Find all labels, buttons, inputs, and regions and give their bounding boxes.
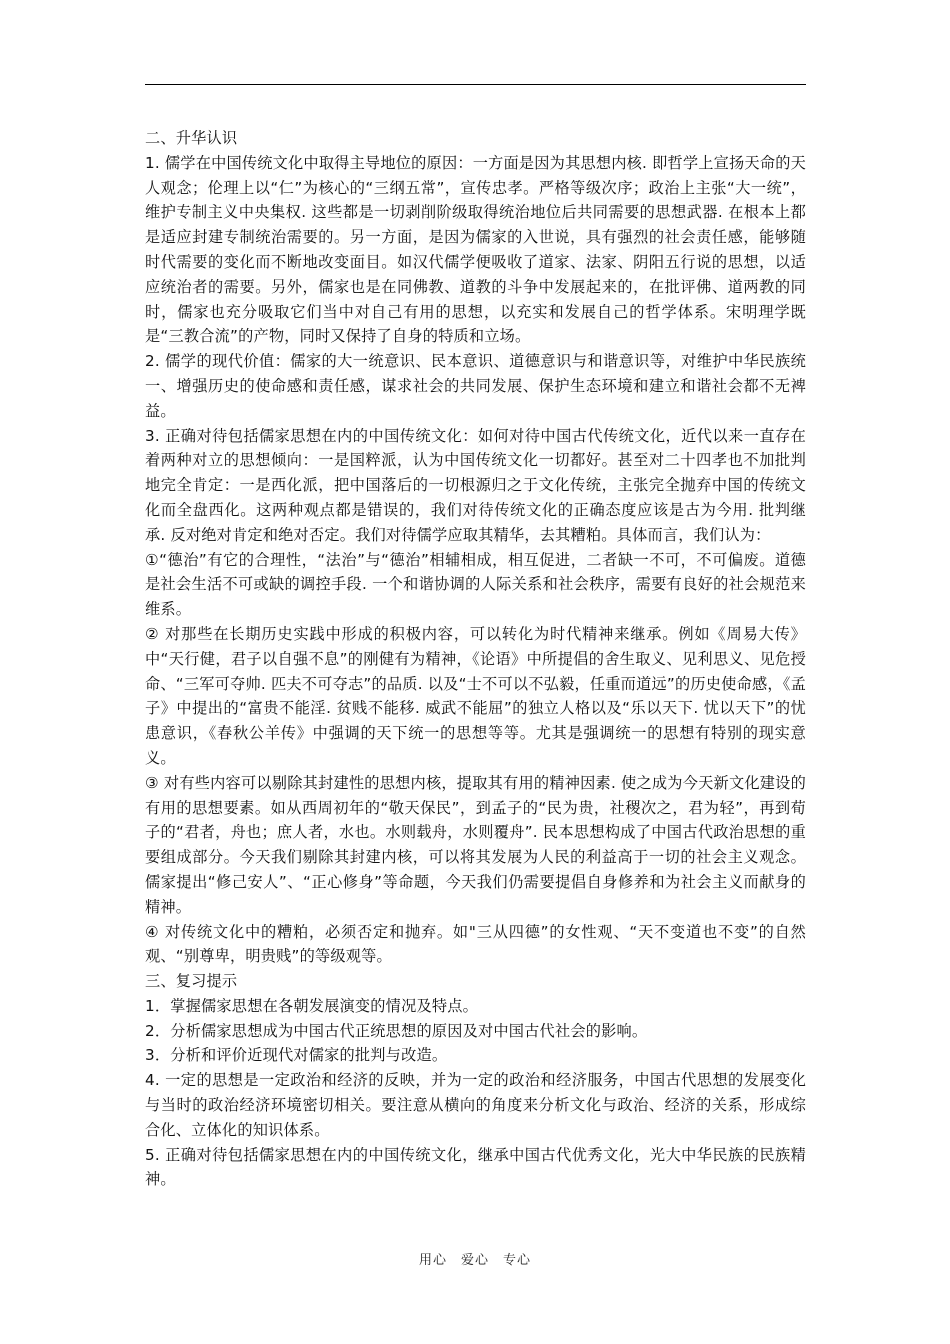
paragraph-confucian-dominance: 1. 儒学在中国传统文化中取得主导地位的原因：一方面是因为其思想内核. 即哲学上宣扬天命的天人观念；伦理上以“仁”为核心的“三纲五常”，宣传忠孝。严格等级次序；政治上主张“大一统”，维护专制主义中央集权. 这些都是一切剥削阶级取得统治地位后共同需要的思想武器. 在根本上都是适应封建专制统治需要的。另一方面，是因为儒家的入世说，具有强烈的社会责任感，能够随时代需要的变化而不断地改变面目。如汉代儒学便吸收了道家、法家、阴阳五行说的思想，以适应统治者的需要。另外，儒家也是在同佛教、道教的斗争中发展起来的，在批评佛、道两教的同时，儒家也充分吸取它们当中对自己有用的思想，以充实和发展自己的哲学体系。宋明理学既是“三教合流”的产物，同时又保持了自身的特质和立场。: [145, 153, 806, 346]
paragraph-point-3: ③ 对有些内容可以剔除其封建性的思想内核，提取其有用的精神因素. 使之成为今天新文化建设的有用的思想要素。如从西周初年的“敬天保民”，到孟子的“民为贵，社稷次之，君为轻”，再到荀子的“君者，舟也；庶人者，水也。水则载舟，水则覆舟”. 民本思想构成了中国古代政治思想的重要组成部分。今天我们剔除其封建内核，可以将其发展为人民的利益高于一切的社会主义观念。儒家提出“修己安人”、“正心修身”等命题，今天我们仍需要提倡自身修养和为社会主义而献身的精神。: [145, 773, 806, 916]
section-heading-2: 二、升华认识: [145, 129, 238, 147]
review-tip-3: 3．分析和评价近现代对儒家的批判与改造。: [145, 1046, 448, 1065]
paragraph-modern-value: 2. 儒学的现代价值：儒家的大一统意识、民本意识、道德意识与和谐意识等，对维护中华民族统一、增强历史的使命感和责任感，谋求社会的共同发展、保护生态环境和建立和谐社会都不无裨益。: [145, 352, 806, 420]
review-tip-5: 5. 正确对待包括儒家思想在内的中国传统文化，继承中国古代优秀文化，光大中华民族的民族精神。: [145, 1145, 806, 1189]
section-heading-3: 三、复习提示: [145, 972, 238, 991]
paragraph-point-4: ④ 对传统文化中的糟粕，必须否定和抛弃。如"三从四德”的女性观、“天不变道也不变”的自然观、“别尊卑，明贵贱”的等级观等。: [145, 922, 806, 966]
paragraph-point-1: ①“德治”有它的合理性，“法治”与“德治”相辅相成，相互促进，二者缺一不可，不可偏废。道德是社会生活不可或缺的调控手段. 一个和谐协调的人际关系和社会秩序，需要有良好的社会规范来维系。: [145, 550, 806, 619]
page-footer: 用心 爱心 专心: [418, 1253, 531, 1268]
header-rule: [145, 84, 806, 85]
paragraph-point-2: ② 对那些在长期历史实践中形成的积极内容，可以转化为时代精神来继承。例如《周易大传》中“天行健，君子以自强不息”的刚健有为精神，《论语》中所提倡的舍生取义、见利思义、见危授命、“三军可夺帅. 匹夫不可夺志”的品质. 以及“士不可以不弘毅，任重而道远”的历史使命感，《孟子》中提出的“富贵不能淫. 贫贱不能移. 威武不能屈”的独立人格以及“乐以天下. 忧以天下”的忧患意识，《春秋公羊传》中强调的天下统一的思想等等。尤其是强调统一的思想有特别的现实意义。: [145, 624, 806, 767]
review-tip-4: 4. 一定的思想是一定政治和经济的反映，并为一定的政治和经济服务，中国古代思想的发展变化与当时的政治经济环境密切相关。要注意从横向的角度来分析文化与政治、经济的关系，形成综合化、立体化的知识体系。: [145, 1071, 806, 1139]
review-tip-2: 2．分析儒家思想成为中国古代正统思想的原因及对中国古代社会的影响。: [145, 1021, 648, 1040]
review-tip-1: 1．掌握儒家思想在各朝发展演变的情况及特点。: [145, 996, 479, 1015]
paragraph-correct-attitude: 3. 正确对待包括儒家思想在内的中国传统文化：如何对待中国古代传统文化，近代以来一直存在着两种对立的思想倾向：一是国粹派，认为中国传统文化一切都好。甚至对二十四孝也不加批判地完全肯定：一是西化派，把中国落后的一切根源归之于文化传统，主张完全抛弃中国的传统文化而全盘西化。这两种观点都是错误的，我们对待传统文化的正确态度应该是古为今用. 批判继承. 反对绝对肯定和绝对否定。我们对待儒学应取其精华，去其糟粕。具体而言，我们认为：: [145, 426, 806, 544]
document-body: [145, 126, 806, 1192]
